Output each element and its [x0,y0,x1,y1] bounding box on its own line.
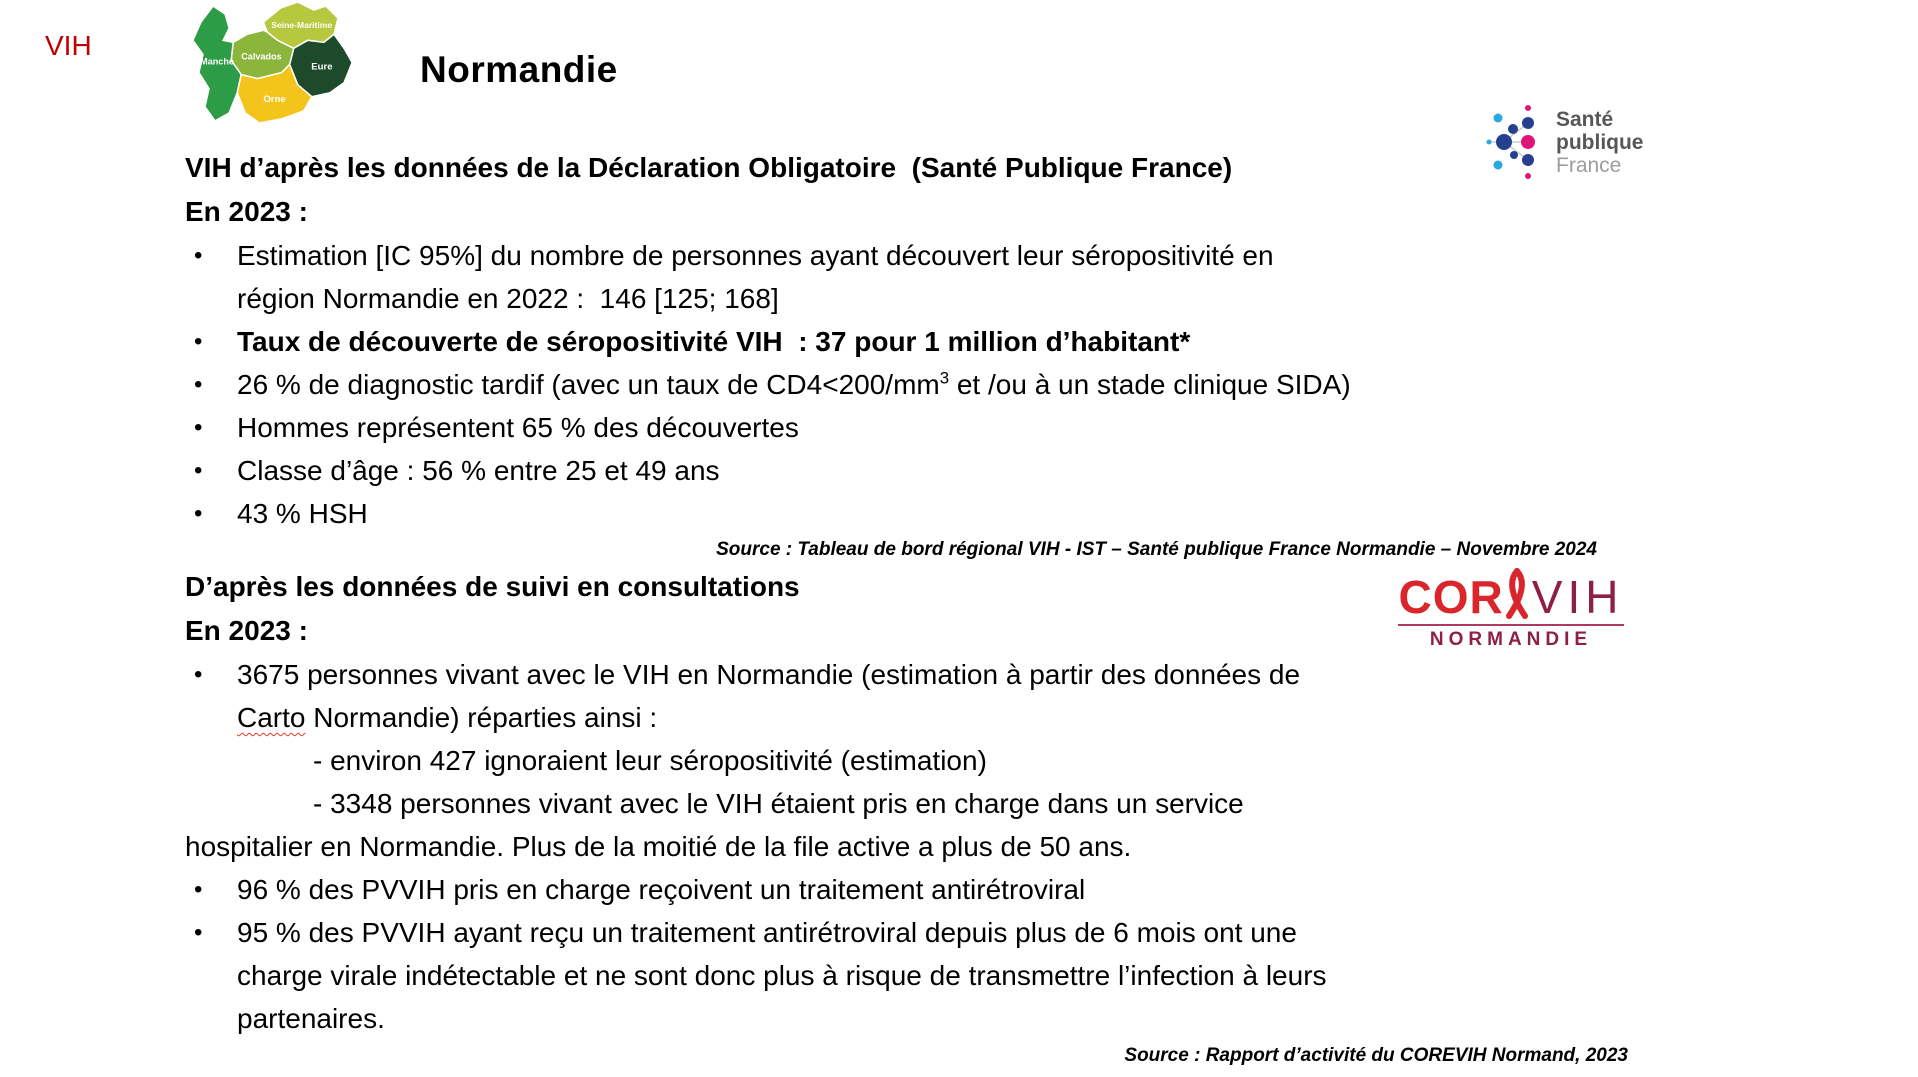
corevih-region-text: NORMANDIE [1429,629,1593,650]
corevih-cor-text [1398,571,1504,623]
map-label-manche: Manche [200,56,234,67]
spf-dot [1525,105,1531,111]
bullet-text: 43 % HSH [237,498,368,529]
bullet-text: Classe d’âge : 56 % entre 25 et 49 ans [237,455,720,486]
bullet-icon: • [194,414,203,441]
bullet-item [185,492,1633,535]
bullet-text-line: et /ou à un stade clinique SIDA) [949,369,1351,400]
bullet-icon: • [194,457,203,484]
corevih-normandie-logo [1392,568,1630,651]
corevih-divider [1398,624,1624,626]
sub-line: - 3348 personnes vivant avec le VIH étaient pris en charge dans un service [313,788,1244,819]
map-label-calvados: Calvados [241,51,282,62]
bullet-text-line: Estimation [IC 95%] du nombre de personnes ayant découvert leur séropositivité en [237,240,1274,271]
aids-ribbon-icon [1502,568,1532,620]
map-label-seine-maritime: Seine-Maritime [271,20,333,31]
map-label-eure: Eure [311,61,333,73]
normandie-map [183,0,363,128]
spf-line2: publique [1556,130,1644,154]
bullet-text [237,234,1274,320]
bullet-text-line: 26 % de diagnostic tardif (avec un taux de CD4<200/mm [237,369,940,400]
bullet-item [185,449,1633,492]
corevih-wordmark [1392,568,1630,623]
bullet-text [237,363,1351,406]
bullet-text-line: 95 % des PVVIH ayant reçu un traitement antirétroviral depuis plus de 6 mois ont une [237,917,1297,948]
bullet-text [237,911,1327,1040]
bullet-icon: • [194,661,203,688]
slide-topic-label: VIH [45,30,92,61]
corevih-vih-text: VIH [1531,571,1624,623]
spf-dot [1494,114,1503,123]
bullet-text: 96 % des PVVIH pris en charge reçoivent un traitement antirétroviral [237,874,1086,905]
section2-subheading: En 2023 : [185,615,308,646]
bullet-item [185,406,1633,449]
bullet-text-line: 3675 personnes vivant avec le VIH en Normandie (estimation à partir des données de [237,659,1301,690]
page-title: Normandie [420,48,618,90]
bullet-text-line: région Normandie en 2022 : 146 [125; 168] [237,283,779,314]
bullet-item [185,653,1633,739]
bullet-text: Taux de découverte de séropositivité VIH : 37 pour 1 million d’habitant* [237,326,1191,357]
section2-heading: D’après les données de suivi en consultations [185,571,800,602]
spf-line3: France [1556,153,1622,177]
bullet-item [185,911,1633,1040]
bullet-text-line: charge virale indétectable et ne sont donc plus à risque de transmettre l’infection à leurs [237,960,1327,991]
bullet-icon: • [194,328,203,355]
sub-line: - environ 427 ignoraient leur séropositivité (estimation) [313,745,987,776]
bullet-text [237,653,1300,739]
bullet-item [185,868,1633,911]
section1-heading: VIH d’après les données de la Déclaration Obligatoire (Santé Publique France) [185,152,1233,183]
bullet-icon: • [194,242,203,269]
bullet-icon: • [194,919,203,946]
bullet-item [185,234,1633,320]
map-label-orne: Orne [263,93,286,105]
spf-dot [1522,117,1534,129]
spf-dot [1508,124,1518,134]
normandie-map-svg [183,0,363,128]
bullet-item [185,320,1633,363]
section2-source: Source : Rapport d’activité du COREVIH Normand, 2023 [1124,1045,1628,1066]
spellcheck-word: Carto [237,702,306,733]
continuation-line: hospitalier en Normandie. Plus de la moitié de la file active a plus de 50 ans. [185,831,1132,862]
spf-dot [1487,140,1492,145]
section1-source: Source : Tableau de bord régional VIH - IST – Santé publique France Normandie – Novembre 2024 [716,539,1597,560]
bullet-icon: • [194,876,203,903]
bullet-text-line: Normandie) réparties ainsi : [305,702,658,733]
bullet-icon: • [194,500,203,527]
bullet-item [185,363,1633,406]
spf-line1: Santé [1556,107,1614,131]
bullet-icon: • [194,371,203,398]
superscript: 3 [939,368,950,388]
section1-subheading: En 2023 : [185,196,308,227]
bullet-text-line: partenaires. [237,1003,385,1034]
bullet-text: Hommes représentent 65 % des découvertes [237,412,799,443]
corevih-cor-letters: COR [1398,571,1504,623]
